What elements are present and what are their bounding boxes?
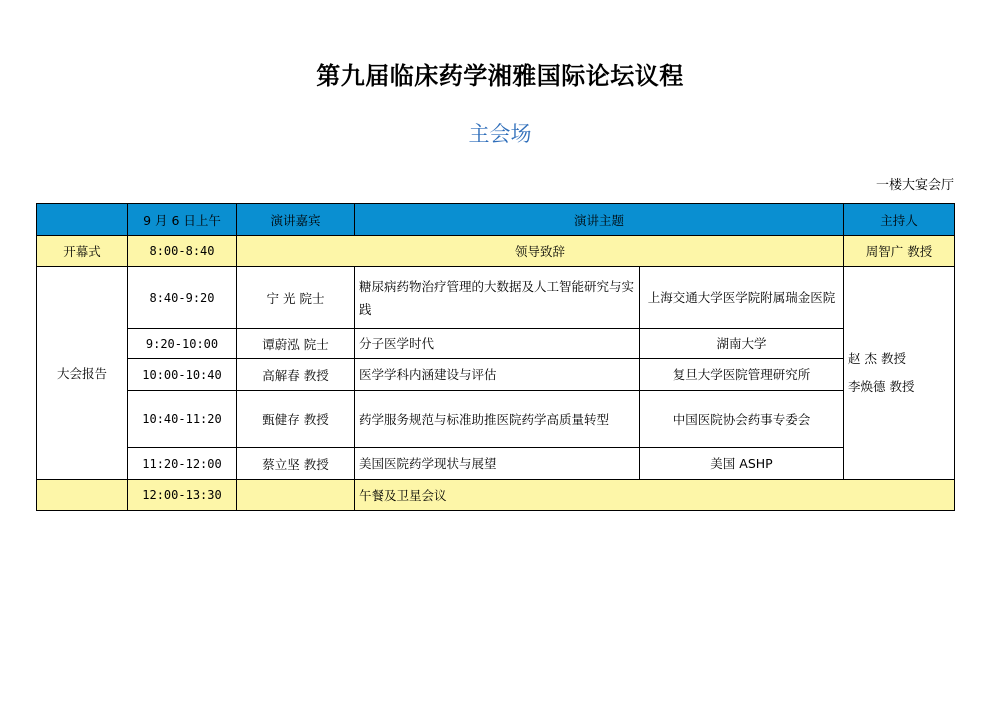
talk-org-cell: 上海交通大学医学院附属瑞金医院 bbox=[640, 267, 844, 329]
header-speaker-cell: 演讲嘉宾 bbox=[237, 204, 355, 236]
header-topic-cell: 演讲主题 bbox=[355, 204, 844, 236]
talk-time-cell: 11:20-12:00 bbox=[128, 448, 237, 480]
lunch-time-cell: 12:00-13:30 bbox=[128, 480, 237, 511]
talk-row bbox=[37, 391, 955, 448]
talk-time-cell: 10:40-11:20 bbox=[128, 391, 237, 448]
header-session-cell bbox=[37, 204, 128, 236]
talk-org-cell: 复旦大学医院管理研究所 bbox=[640, 359, 844, 391]
page-subtitle: 主会场 bbox=[468, 122, 532, 146]
talk-org-cell: 中国医院协会药事专委会 bbox=[640, 391, 844, 448]
plenary-hosts-cell bbox=[844, 267, 955, 480]
lunch-speaker-cell bbox=[237, 480, 355, 511]
lunch-row bbox=[37, 480, 955, 511]
talk-topic-cell: 药学服务规范与标准助推医院药学高质量转型 bbox=[355, 391, 640, 448]
talk-time-cell: 9:20-10:00 bbox=[128, 329, 237, 359]
talk-topic-cell: 美国医院药学现状与展望 bbox=[355, 448, 640, 480]
talk-topic-cell: 医学学科内涵建设与评估 bbox=[355, 359, 640, 391]
opening-time-cell: 8:00-8:40 bbox=[128, 236, 237, 267]
talk-time-cell: 10:00-10:40 bbox=[128, 359, 237, 391]
host-name: 李焕德 教授 bbox=[848, 379, 915, 394]
opening-topic-cell: 领导致辞 bbox=[237, 236, 844, 267]
opening-host-cell: 周智广 教授 bbox=[844, 236, 955, 267]
header-date-cell: 9 月 6 日上午 bbox=[128, 204, 237, 236]
talk-topic-cell: 糖尿病药物治疗管理的大数据及人工智能研究与实践 bbox=[355, 267, 640, 329]
page-title: 第九届临床药学湘雅国际论坛议程 bbox=[316, 62, 684, 90]
talk-org-cell: 美国 ASHP bbox=[640, 448, 844, 480]
talk-row bbox=[37, 329, 955, 359]
header-host-cell: 主持人 bbox=[844, 204, 955, 236]
talk-row bbox=[37, 267, 955, 329]
talk-speaker-cell: 甄健存 教授 bbox=[237, 391, 355, 448]
talk-speaker-cell: 宁 光 院士 bbox=[237, 267, 355, 329]
talk-speaker-cell: 谭蔚泓 院士 bbox=[237, 329, 355, 359]
talk-time-cell: 8:40-9:20 bbox=[128, 267, 237, 329]
talk-speaker-cell: 高解春 教授 bbox=[237, 359, 355, 391]
talk-row bbox=[37, 448, 955, 480]
host-name: 赵 杰 教授 bbox=[848, 351, 906, 366]
opening-session-cell: 开幕式 bbox=[37, 236, 128, 267]
talk-row bbox=[37, 359, 955, 391]
plenary-session-cell: 大会报告 bbox=[37, 267, 128, 480]
venue-label: 一楼大宴会厅 bbox=[875, 178, 954, 193]
header-row bbox=[37, 204, 955, 236]
talk-topic-cell: 分子医学时代 bbox=[355, 329, 640, 359]
opening-row bbox=[37, 236, 955, 267]
talk-speaker-cell: 蔡立坚 教授 bbox=[237, 448, 355, 480]
talk-org-cell: 湖南大学 bbox=[640, 329, 844, 359]
agenda-table bbox=[36, 203, 955, 511]
lunch-session-cell bbox=[37, 480, 128, 511]
lunch-topic-cell: 午餐及卫星会议 bbox=[355, 480, 955, 511]
